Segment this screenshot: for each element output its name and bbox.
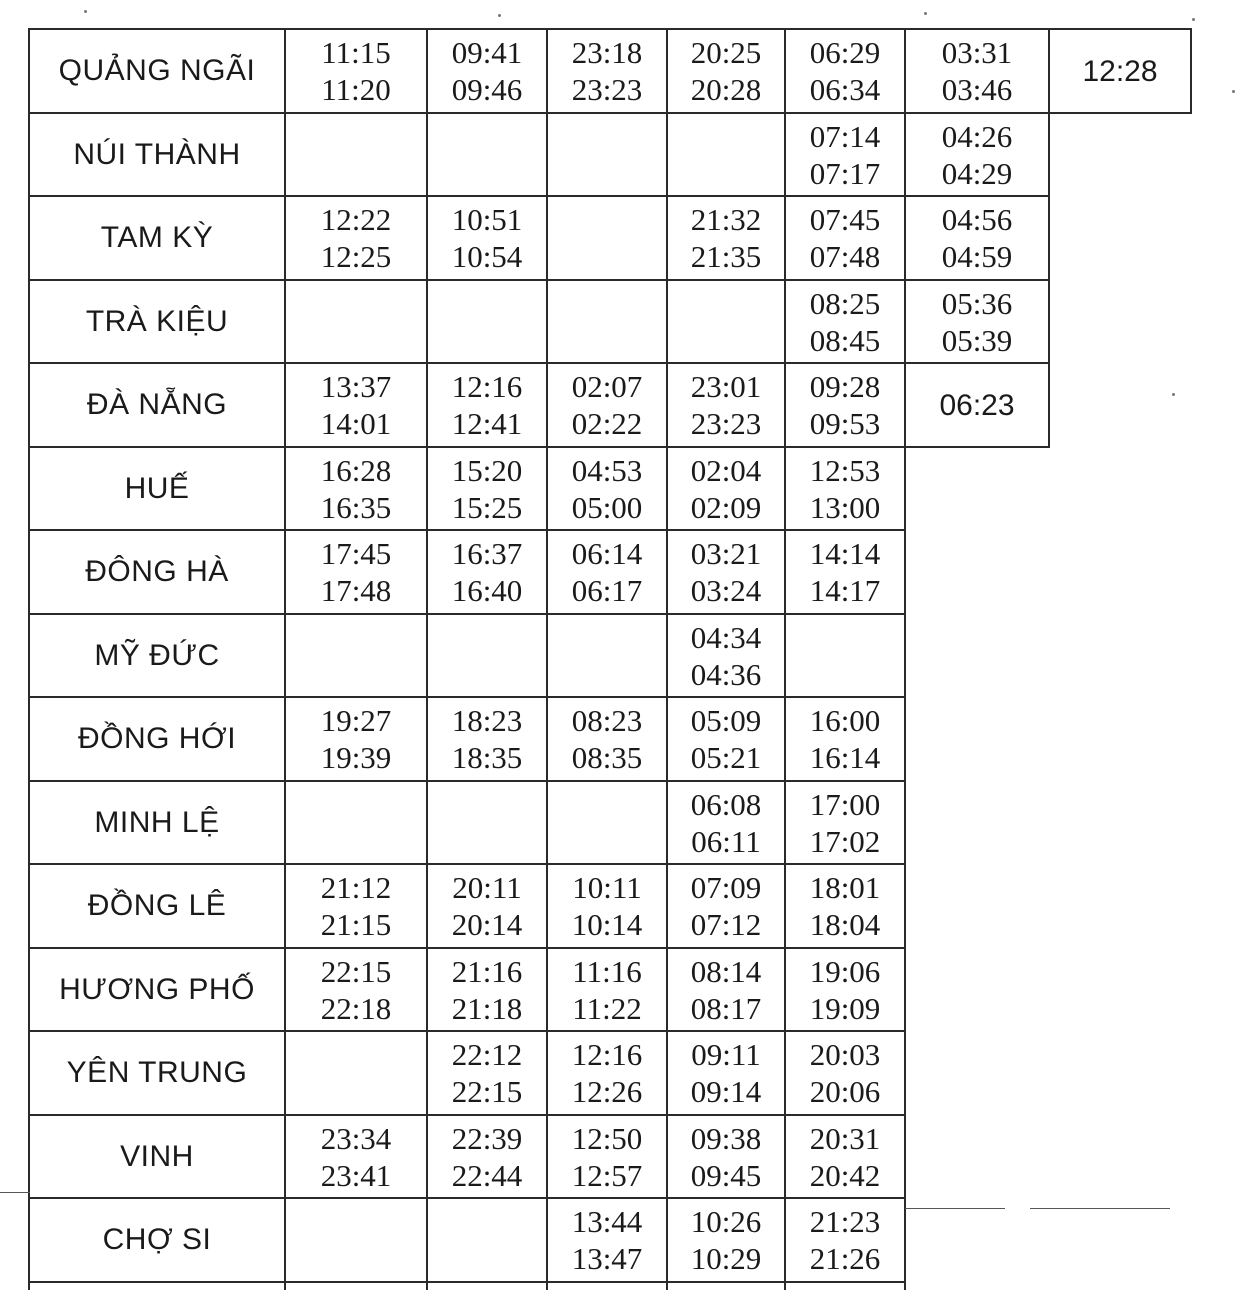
time-cell — [426, 446, 548, 531]
arrival-time: 17:00 — [809, 786, 881, 822]
time-cell — [784, 947, 906, 1032]
time-cell — [784, 1030, 906, 1116]
time-cell — [784, 112, 906, 197]
departure-time: 04:36 — [690, 656, 762, 692]
departure-time: 19:39 — [320, 740, 392, 775]
arrival-time: 10:11 — [572, 870, 642, 905]
arrival-time: 12:53 — [809, 452, 881, 488]
time-cell — [546, 613, 668, 698]
time-cell — [546, 362, 668, 448]
time-cell — [666, 362, 786, 448]
departure-time: 12:57 — [571, 1157, 643, 1193]
station-name-cell — [28, 28, 286, 114]
station-name: NÚI THÀNH — [73, 137, 241, 171]
time-cell — [784, 446, 906, 531]
arrival-time: 20:31 — [809, 1120, 881, 1156]
time-cell — [666, 1030, 786, 1116]
arrival-time: 09:28 — [809, 369, 881, 404]
arrival-time: 22:15 — [320, 953, 392, 989]
arrival-time: 08:23 — [571, 703, 643, 738]
time-cell — [904, 112, 1050, 197]
arrival-time: 12:16 — [571, 1037, 643, 1072]
time-cell — [784, 613, 906, 698]
station-name-cell — [28, 112, 286, 197]
time-cell — [284, 195, 428, 281]
time-cell — [666, 696, 786, 782]
time-cell — [666, 195, 786, 281]
departure-time: 16:35 — [320, 489, 392, 525]
departure-time: 04:59 — [941, 239, 1013, 274]
departure-time: 11:20 — [321, 72, 391, 107]
time-cell — [426, 863, 548, 949]
time-cell — [666, 1114, 786, 1199]
arrival-time: 12:16 — [451, 369, 523, 404]
departure-time: 10:54 — [451, 239, 523, 274]
station-name: ĐÀ NẴNG — [86, 388, 228, 421]
departure-time: 13:47 — [571, 1241, 643, 1276]
time-cell — [426, 780, 548, 865]
departure-time: 22:44 — [451, 1157, 523, 1193]
departure-time: 13:00 — [809, 489, 881, 525]
time-cell — [904, 195, 1050, 281]
time-cell — [284, 112, 428, 197]
time-cell — [284, 1114, 428, 1199]
departure-time: 09:45 — [690, 1157, 762, 1193]
station-name-cell — [28, 696, 286, 782]
time-cell — [426, 1030, 548, 1116]
time-cell — [666, 863, 786, 949]
time-cell — [546, 1030, 668, 1116]
arrival-time: 16:37 — [451, 536, 523, 571]
departure-time: 21:18 — [451, 990, 523, 1026]
arrival-time: 20:25 — [690, 35, 762, 70]
time-cell — [784, 696, 906, 782]
station-name: HUẾ — [124, 471, 190, 505]
station-name: MỸ ĐỨC — [94, 638, 220, 672]
station-name-cell — [28, 1197, 286, 1283]
scan-mark — [0, 1192, 30, 1193]
time-cell — [426, 1197, 548, 1283]
time-cell — [666, 529, 786, 615]
arrival-time: 23:01 — [690, 369, 762, 404]
station-name-cell — [28, 863, 286, 949]
departure-time: 08:45 — [809, 322, 881, 358]
arrival-time: 07:14 — [809, 118, 881, 154]
arrival-time: 02:07 — [571, 369, 643, 404]
time-cell — [284, 863, 428, 949]
station-name: ĐỒNG HỚI — [77, 722, 237, 755]
time-cell — [426, 362, 548, 448]
arrival-time: 16:00 — [809, 703, 881, 738]
time-cell — [904, 28, 1050, 114]
arrival-time: 15:20 — [451, 452, 523, 488]
arrival-time: 11:15 — [321, 35, 391, 70]
time-cell — [426, 613, 548, 698]
arrival-time: 18:23 — [451, 703, 523, 738]
departure-time: 19:09 — [809, 990, 881, 1026]
arrival-time: 03:31 — [941, 35, 1013, 70]
time-cell — [904, 279, 1050, 364]
time-cell — [426, 28, 548, 114]
station-name: HƯƠNG PHỐ — [59, 972, 255, 1006]
time-cell — [284, 362, 428, 448]
time-cell — [546, 446, 668, 531]
time-cell — [784, 28, 906, 114]
arrival-time: 06:08 — [690, 786, 762, 822]
time-cell — [546, 947, 668, 1032]
departure-time: 03:46 — [941, 72, 1013, 107]
departure-time: 10:14 — [571, 907, 643, 942]
arrival-time: 13:37 — [320, 369, 392, 404]
departure-time: 21:26 — [809, 1241, 881, 1276]
time-cell — [426, 696, 548, 782]
departure-time: 17:02 — [809, 823, 881, 859]
departure-time: 03:24 — [690, 573, 762, 608]
scan-speck — [1232, 90, 1235, 93]
departure-time: 05:00 — [571, 489, 643, 525]
time-cell — [426, 279, 548, 364]
station-name-cell — [28, 613, 286, 698]
departure-time: 12:25 — [320, 239, 392, 274]
time-cell — [546, 780, 668, 865]
arrival-time: 20:03 — [809, 1037, 881, 1072]
scan-speck — [84, 10, 87, 13]
station-name: YÊN TRUNG — [66, 1056, 248, 1089]
departure-time: 06:17 — [571, 573, 643, 608]
arrival-time: 23:18 — [571, 35, 643, 70]
departure-time: 07:12 — [690, 907, 762, 942]
time-cell — [784, 529, 906, 615]
departure-time: 06:11 — [691, 823, 761, 859]
arrival-time: 09:41 — [451, 35, 523, 70]
departure-time: 18:35 — [451, 740, 523, 775]
departure-time: 14:17 — [809, 573, 881, 608]
time-cell — [546, 863, 668, 949]
departure-time: 06:34 — [809, 72, 881, 107]
departure-time: 10:29 — [690, 1241, 762, 1276]
time-cell — [426, 947, 548, 1032]
time-cell — [426, 112, 548, 197]
time-cell — [546, 112, 668, 197]
arrival-time: 08:25 — [809, 285, 881, 321]
departure-time: 20:28 — [690, 72, 762, 107]
scan-speck — [1192, 18, 1195, 21]
time-cell — [784, 195, 906, 281]
time-cell — [666, 947, 786, 1032]
time-cell — [284, 446, 428, 531]
arrival-time: 08:14 — [690, 953, 762, 989]
arrival-time: 16:28 — [320, 452, 392, 488]
time-cell — [666, 112, 786, 197]
time-cell — [666, 446, 786, 531]
arrival-time: 17:45 — [320, 536, 392, 571]
arrival-time: 04:53 — [571, 452, 643, 488]
time-cell — [284, 780, 428, 865]
time-cell — [284, 279, 428, 364]
arrival-time: 21:12 — [320, 870, 392, 905]
time-cell — [666, 28, 786, 114]
time-cell — [284, 696, 428, 782]
time-cell — [284, 1197, 428, 1283]
station-name-cell — [28, 446, 286, 531]
arrival-time: 13:44 — [571, 1204, 643, 1239]
departure-time: 17:48 — [320, 573, 392, 608]
time-cell — [284, 529, 428, 615]
station-name: CHỢ SI — [102, 1223, 212, 1256]
departure-time: 11:22 — [572, 990, 642, 1026]
departure-time: 20:06 — [809, 1074, 881, 1109]
arrival-time: 20:11 — [452, 870, 522, 905]
time-cell — [904, 362, 1050, 448]
station-name: QUẢNG NGÃI — [58, 54, 256, 87]
departure-time: 08:35 — [571, 740, 643, 775]
station-name-cell — [28, 279, 286, 364]
departure-time: 22:15 — [451, 1074, 523, 1109]
scan-speck — [1172, 393, 1175, 396]
departure-time: 04:29 — [941, 155, 1013, 191]
departure-time: 23:23 — [571, 72, 643, 107]
departure-time: 15:25 — [451, 489, 523, 525]
departure-time: 05:21 — [690, 740, 762, 775]
time-cell — [284, 613, 428, 698]
departure-time: 16:40 — [451, 573, 523, 608]
departure-time: 14:01 — [320, 406, 392, 441]
station-name: ĐÔNG HÀ — [85, 555, 229, 588]
departure-time: 02:09 — [690, 489, 762, 525]
time-cell — [546, 1114, 668, 1199]
arrival-time: 21:23 — [809, 1204, 881, 1239]
time-cell — [546, 1197, 668, 1283]
arrival-time: 12:50 — [571, 1120, 643, 1156]
station-name-cell — [28, 1114, 286, 1199]
time-cell — [666, 613, 786, 698]
arrival-time: 19:27 — [320, 703, 392, 738]
arrival-time: 10:26 — [690, 1204, 762, 1239]
arrival-time: 09:11 — [691, 1037, 761, 1072]
departure-time: 23:23 — [690, 406, 762, 441]
time-cell — [784, 780, 906, 865]
departure-time: 02:22 — [571, 406, 643, 441]
departure-time: 09:14 — [690, 1074, 762, 1109]
scan-mark — [905, 1208, 1005, 1209]
departure-time: 12:26 — [571, 1074, 643, 1109]
time-cell — [426, 195, 548, 281]
arrival-time: 22:12 — [451, 1037, 523, 1072]
departure-time: 18:04 — [809, 907, 881, 942]
departure-time: 09:53 — [809, 406, 881, 441]
arrival-time: 04:56 — [941, 202, 1013, 237]
time-cell — [666, 1197, 786, 1283]
departure-time: 07:17 — [809, 155, 881, 191]
arrival-time: 07:09 — [690, 870, 762, 905]
arrival-time: 06:23 — [939, 388, 1015, 422]
scan-speck — [498, 14, 501, 17]
time-cell — [546, 696, 668, 782]
time-cell — [546, 279, 668, 364]
arrival-time: 22:39 — [451, 1120, 523, 1156]
station-name: TRÀ KIỆU — [85, 304, 229, 338]
arrival-time: 11:16 — [572, 953, 642, 989]
arrival-time: 10:51 — [451, 202, 523, 237]
arrival-time: 04:34 — [690, 619, 762, 655]
station-name-cell — [28, 1030, 286, 1116]
departure-time: 07:48 — [809, 239, 881, 274]
time-cell — [284, 1030, 428, 1116]
departure-time: 08:17 — [690, 990, 762, 1026]
arrival-time: 18:01 — [809, 870, 881, 905]
station-name: VINH — [120, 1139, 194, 1173]
departure-time: 16:14 — [809, 740, 881, 775]
arrival-time: 09:38 — [690, 1120, 762, 1156]
departure-time: 22:18 — [320, 990, 392, 1026]
scan-speck — [924, 12, 927, 15]
arrival-time: 12:28 — [1082, 54, 1158, 88]
station-name-cell — [28, 195, 286, 281]
arrival-time: 23:34 — [320, 1120, 392, 1156]
arrival-time: 03:21 — [690, 536, 762, 571]
station-name-cell — [28, 362, 286, 448]
arrival-time: 12:22 — [320, 202, 392, 237]
departure-time: 20:42 — [809, 1157, 881, 1193]
arrival-time: 02:04 — [690, 452, 762, 488]
station-name-cell — [28, 529, 286, 615]
time-cell — [784, 863, 906, 949]
departure-time: 23:41 — [320, 1157, 392, 1193]
time-cell — [784, 1114, 906, 1199]
departure-time: 09:46 — [451, 72, 523, 107]
scan-mark — [1030, 1208, 1170, 1209]
departure-time: 05:39 — [941, 322, 1013, 358]
time-cell — [666, 780, 786, 865]
arrival-time: 21:16 — [451, 953, 523, 989]
station-name-cell — [28, 780, 286, 865]
station-name-cell — [28, 947, 286, 1032]
time-cell — [426, 1114, 548, 1199]
arrival-time: 04:26 — [941, 118, 1013, 154]
time-cell — [784, 362, 906, 448]
station-name: TAM KỲ — [100, 221, 214, 254]
arrival-time: 05:36 — [941, 285, 1013, 321]
arrival-time: 06:14 — [571, 536, 643, 571]
arrival-time: 07:45 — [809, 202, 881, 237]
time-cell — [784, 279, 906, 364]
time-cell — [546, 529, 668, 615]
departure-time: 20:14 — [451, 907, 523, 942]
time-cell — [284, 28, 428, 114]
arrival-time: 21:32 — [690, 202, 762, 237]
arrival-time: 05:09 — [690, 703, 762, 738]
time-cell — [546, 28, 668, 114]
time-cell — [426, 529, 548, 615]
arrival-time: 14:14 — [809, 536, 881, 571]
station-name: ĐỒNG LÊ — [87, 889, 227, 922]
time-cell — [784, 1197, 906, 1283]
station-name: MINH LỆ — [94, 805, 220, 839]
time-cell — [546, 195, 668, 281]
departure-time: 21:15 — [320, 907, 392, 942]
arrival-time: 19:06 — [809, 953, 881, 989]
departure-time: 12:41 — [451, 406, 523, 441]
arrival-time: 06:29 — [809, 35, 881, 70]
time-cell — [666, 279, 786, 364]
time-cell — [1048, 28, 1192, 114]
departure-time: 21:35 — [690, 239, 762, 274]
time-cell — [284, 947, 428, 1032]
